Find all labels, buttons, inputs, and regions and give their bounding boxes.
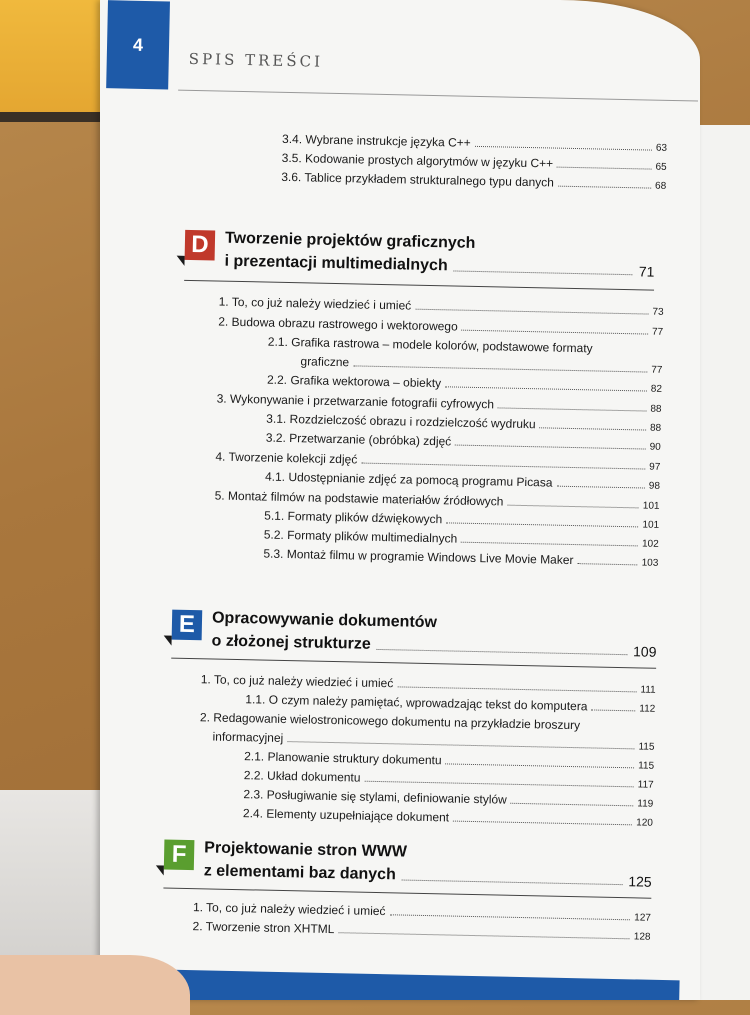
section-e-divider [171, 658, 656, 669]
toc-entry[interactable]: 2.3. Posługiwanie się stylami, definiowanie stylów 119 [243, 787, 654, 810]
toc-entry[interactable]: 4.1. Udostępnianie zdjęć za pomocą programu Picasa 98 [264, 469, 661, 492]
toc-entry[interactable]: 2.2. Grafika wektorowa – obiekty 82 [266, 372, 663, 395]
toc-entry[interactable]: 3.6. Tablice przykładem strukturalnego typu danych 68 [281, 169, 667, 192]
finger-holding-book [0, 955, 190, 1015]
section-d-divider [184, 280, 654, 291]
toc-entry[interactable]: 2.2. Układ dokumentu 117 [243, 768, 654, 791]
toc-entry[interactable]: 2. Budowa obrazu rastrowego i wektorowego 77 [218, 314, 664, 338]
toc-entry-continuation[interactable]: graficzne 77 [300, 354, 663, 376]
section-f-badge: F [164, 840, 195, 871]
toc-entry[interactable]: 1. To, co już należy wiedzieć i umieć 111 [200, 672, 656, 696]
toc-entry[interactable]: 3.1. Rozdzielczość obrazu i rozdzielczość wydruku 88 [266, 411, 662, 434]
section-f-title-line1: Projektowanie stron WWW [204, 839, 408, 861]
toc-entry[interactable]: 3. Wykonywanie i przetwarzanie fotografii cyfrowych 88 [216, 391, 662, 415]
section-d-badge: D [185, 230, 216, 261]
toc-entry[interactable]: 5.3. Montaż filmu w programie Windows Live Movie Maker 103 [263, 546, 659, 569]
toc-entry[interactable]: 2. Redagowanie wielostronicowego dokumentu na przykładzie broszury [199, 710, 581, 733]
page-number: 4 [132, 34, 144, 55]
toc-entry[interactable]: 3.2. Przetwarzanie (obróbka) zdjęć 90 [265, 430, 661, 453]
toc-entry[interactable]: 4. Tworzenie kolekcji zdjęć 97 [215, 449, 661, 473]
toc-entry[interactable]: 5.2. Formaty plików multimedialnych 102 [263, 527, 659, 550]
toc-entry[interactable]: 1. To, co już należy wiedzieć i umieć 127 [192, 900, 652, 924]
toc-entry[interactable]: 3.4. Wybrane instrukcje języka C++ 63 [281, 131, 668, 154]
section-e-badge: E [172, 610, 203, 641]
book-page [100, 0, 700, 1000]
toc-entry[interactable]: 2.4. Elementy uzupełniające dokument 120 [242, 806, 653, 829]
page-header-title: SPIS TREŚCI [188, 49, 324, 71]
toc-entry[interactable]: 2. Tworzenie stron XHTML 128 [192, 919, 651, 943]
section-e-title-line1: Opracowywanie dokumentów [211, 609, 438, 632]
toc-entry[interactable]: 1.1. O czym należy pamiętać, wprowadzając tekst do komputera 112 [245, 692, 656, 715]
toc-entry[interactable]: 5.1. Formaty plików dźwiękowych 101 [264, 508, 660, 531]
toc-entry-continuation[interactable]: informacyjnej 115 [212, 729, 655, 753]
section-f-title-line2-row: z elementami baz danych 125 [203, 862, 652, 890]
toc-entry[interactable]: 1. To, co już należy wiedzieć i umieć 73 [218, 294, 664, 318]
section-f-divider [163, 888, 651, 899]
toc-entry[interactable]: 3.5. Kodowanie prostych algorytmów w języku C++ 65 [281, 150, 667, 173]
page-number-box [106, 0, 170, 89]
header-divider [178, 90, 698, 102]
toc-entry[interactable]: 5. Montaż filmów na podstawie materiałów źródłowych 101 [214, 488, 660, 512]
toc-entry[interactable]: 2.1. Planowanie struktury dokumentu 115 [244, 749, 655, 772]
toc-entry[interactable]: 2.1. Grafika rastrowa – modele kolorów, podstawowe formaty [267, 334, 593, 356]
section-d-title-line2-row: i prezentacji multimedialnych 71 [224, 252, 655, 280]
section-e-title-line2-row: o złożonej strukturze 109 [211, 632, 657, 660]
section-d-title-line1: Tworzenie projektów graficznych [224, 229, 476, 252]
